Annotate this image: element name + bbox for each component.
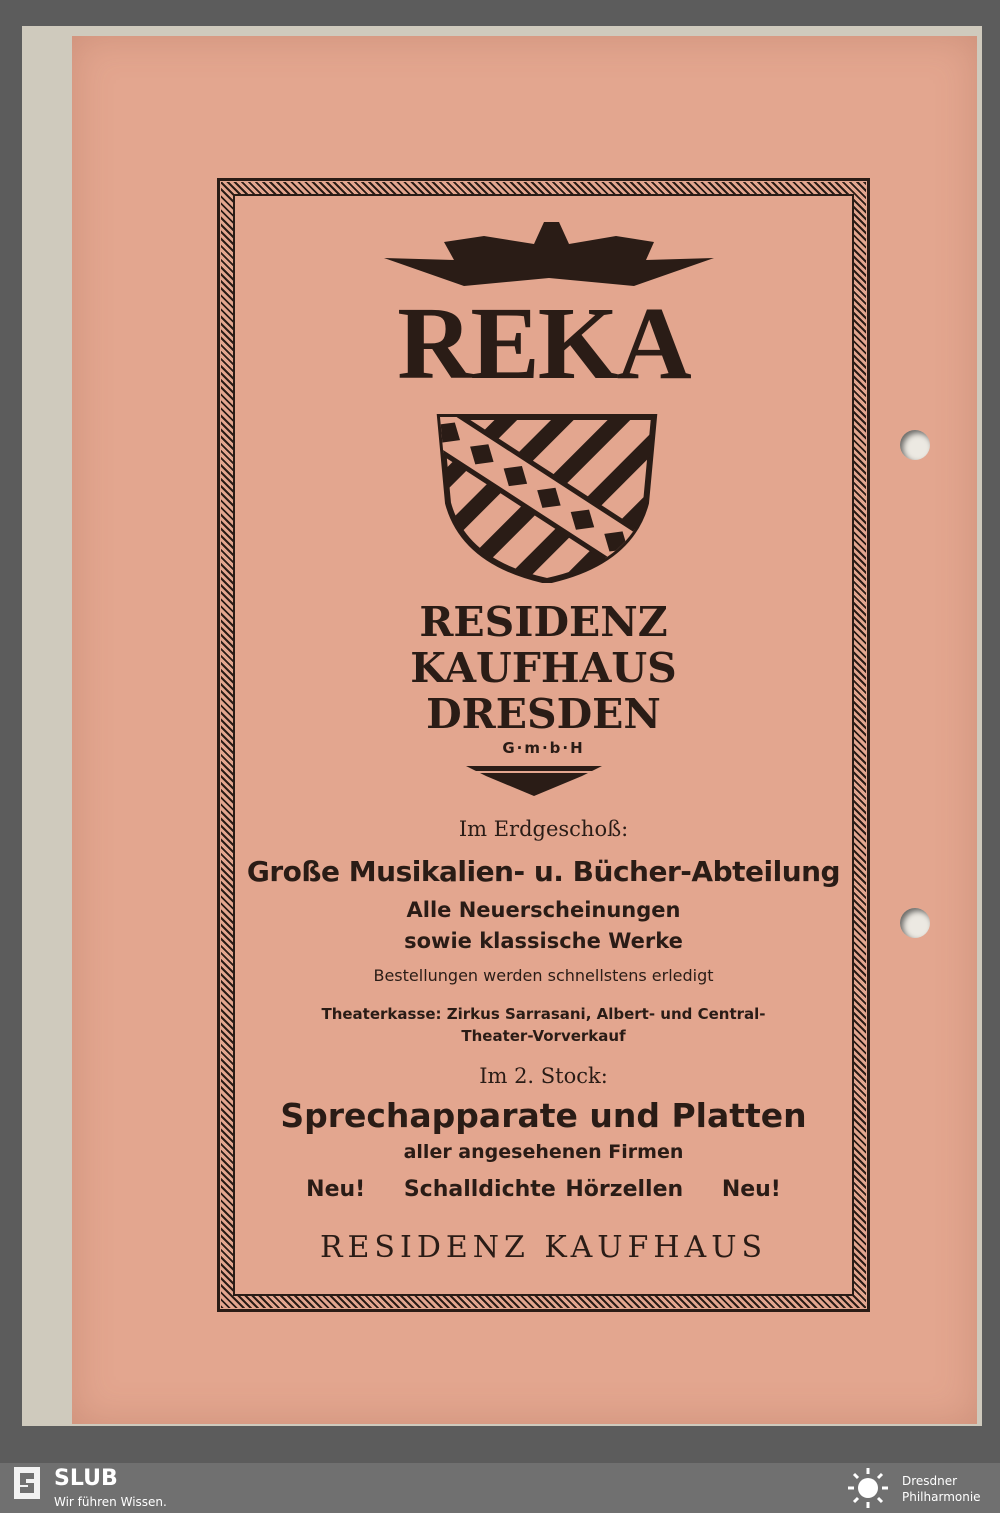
punch-hole-top xyxy=(900,430,930,460)
slub-name[interactable]: SLUB xyxy=(54,1466,118,1491)
brand-name: REKA xyxy=(397,286,690,401)
punch-hole-bottom xyxy=(900,908,930,938)
slub-tagline: Wir führen Wissen. xyxy=(54,1495,167,1509)
new-badge-left: Neu! xyxy=(306,1177,366,1202)
gramophones-line: Sprechapparate und Platten xyxy=(280,1096,807,1135)
company-line-residenz: RESIDENZ xyxy=(419,598,668,646)
partner-name-line-1: Dresdner xyxy=(902,1474,958,1488)
footer-company-name: RESIDENZ KAUFHAUS xyxy=(319,1230,768,1265)
second-floor-heading: Im 2. Stock: xyxy=(479,1064,608,1088)
shield-coat-of-arms-icon xyxy=(434,413,660,583)
slub-logo-icon[interactable] xyxy=(14,1467,40,1499)
classics-line: sowie klassische Werke xyxy=(404,929,683,953)
ground-floor-heading: Im Erdgeschoß: xyxy=(458,817,629,841)
company-line-kaufhaus: KAUFHAUS xyxy=(410,644,677,692)
downward-arrow-ornament-icon xyxy=(466,764,602,798)
new-releases-line: Alle Neuerscheinungen xyxy=(406,898,681,922)
philharmonie-logo-icon[interactable] xyxy=(842,1466,894,1510)
booths-text: Schalldichte Hörzellen xyxy=(403,1177,684,1202)
crown-icon xyxy=(384,220,714,290)
brands-line: aller angesehenen Firmen xyxy=(403,1141,684,1163)
orders-line: Bestellungen werden schnellstens erledigt xyxy=(373,966,714,985)
box-office-line-2: Theater-Vorverkauf xyxy=(461,1027,626,1045)
company-line-dresden: DRESDEN xyxy=(426,690,661,738)
legal-form: G·m·b·H xyxy=(502,739,585,757)
partner-name-line-2: Philharmonie xyxy=(902,1490,981,1504)
booths-line xyxy=(233,1177,854,1202)
music-department-line: Große Musikalien- u. Bücher-Abteilung xyxy=(246,855,841,888)
box-office-line-1: Theaterkasse: Zirkus Sarrasani, Albert- und Central- xyxy=(321,1005,766,1023)
new-badge-right: Neu! xyxy=(721,1177,781,1202)
